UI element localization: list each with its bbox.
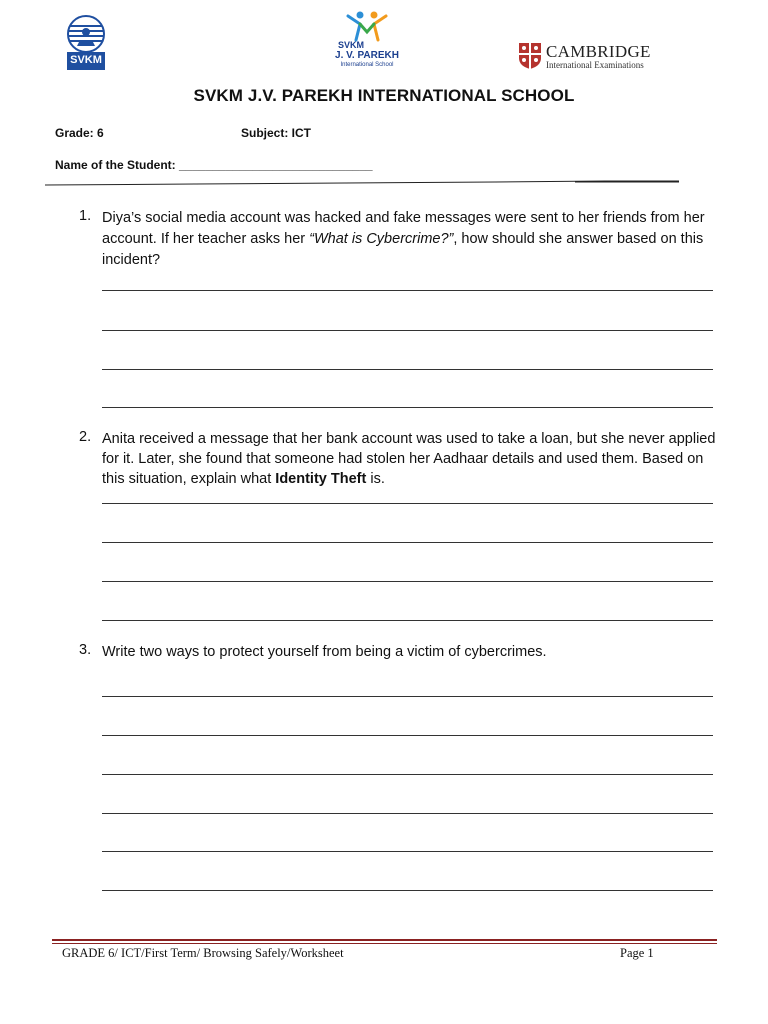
question-1-number: 1. bbox=[79, 208, 92, 224]
cambridge-subtitle: International Examinations bbox=[546, 60, 644, 70]
student-name-field[interactable]: Name of the Student: _____________________________ bbox=[55, 158, 373, 172]
question-1-text bbox=[102, 208, 722, 271]
jv-parekh-logo bbox=[334, 10, 400, 72]
jvp-logo-line3: International School bbox=[340, 62, 394, 68]
svkm-logo-text: SVKM bbox=[70, 54, 102, 66]
footer-page-number: Page 1 bbox=[620, 946, 654, 960]
school-name: SVKM J.V. PAREKH INTERNATIONAL SCHOOL bbox=[193, 86, 575, 105]
footer-rule bbox=[52, 939, 717, 941]
question-2-text-part1: Anita received a message that her bank account was used to take a loan, but she never applied for it. Later, she found that someone had stolen her Aadhaar details and used them. Based on this situation, explain what bbox=[102, 431, 716, 487]
footer-course-info: GRADE 6/ ICT/First Term/ Browsing Safely/Worksheet bbox=[62, 946, 344, 960]
question-2-text bbox=[102, 429, 722, 489]
answer-line[interactable] bbox=[102, 851, 713, 852]
cambridge-name: CAMBRIDGE bbox=[546, 42, 651, 61]
question-2-emphasis: Identity Theft bbox=[275, 471, 367, 487]
cambridge-logo bbox=[518, 42, 658, 72]
jvp-logo-line2: J. V. PAREKH bbox=[335, 50, 399, 61]
question-1-text-part1: Diya’s social media account was hacked and fake messages were sent to her friends from her account. If her teacher asks her bbox=[102, 210, 705, 247]
jvp-logo-line1: SVKM bbox=[338, 40, 365, 50]
answer-line[interactable] bbox=[102, 813, 713, 814]
grade-label: Grade: 6 bbox=[55, 126, 104, 140]
answer-line[interactable] bbox=[102, 581, 713, 582]
svkm-logo bbox=[60, 14, 112, 72]
cambridge-shield-icon bbox=[518, 42, 542, 70]
question-1-emphasis: “What is Cybercrime?” bbox=[309, 231, 454, 247]
question-1-text-part2: , how should she answer based on this incident? bbox=[102, 231, 704, 268]
subject-label: Subject: ICT bbox=[241, 126, 312, 140]
footer-rule-thin bbox=[52, 943, 717, 944]
answer-line[interactable] bbox=[102, 503, 713, 504]
header-separator bbox=[45, 175, 685, 187]
answer-line[interactable] bbox=[102, 290, 713, 291]
answer-line[interactable] bbox=[102, 542, 713, 543]
answer-line[interactable] bbox=[102, 890, 713, 891]
answer-line[interactable] bbox=[102, 369, 713, 370]
answer-line[interactable] bbox=[102, 407, 713, 408]
answer-line[interactable] bbox=[102, 735, 713, 736]
answer-line[interactable] bbox=[102, 774, 713, 775]
question-3-text: Write two ways to protect yourself from being a victim of cybercrimes. bbox=[102, 644, 547, 660]
answer-line[interactable] bbox=[102, 330, 713, 331]
question-2-number: 2. bbox=[79, 429, 92, 445]
question-2-text-part2: is. bbox=[366, 471, 385, 487]
question-3-number: 3. bbox=[79, 642, 92, 658]
answer-line[interactable] bbox=[102, 696, 713, 697]
answer-line[interactable] bbox=[102, 620, 713, 621]
